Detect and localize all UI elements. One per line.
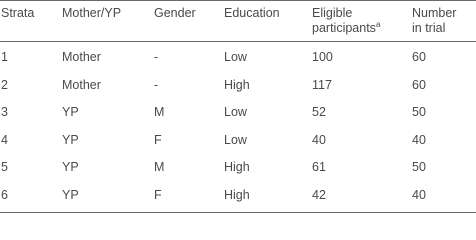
cell-number: 50 <box>412 105 426 119</box>
cell-number: 60 <box>412 77 426 92</box>
cell-eligible: 40 <box>312 132 326 147</box>
table-top-rule <box>0 0 476 1</box>
cell-mother-yp: YP <box>62 160 79 174</box>
header-eligible-text: participants <box>312 21 376 35</box>
header-strata: Strata <box>1 6 35 20</box>
cell-mother-yp: YP <box>62 187 79 202</box>
header-number-line1: Number <box>412 6 457 20</box>
cell-education: High <box>224 160 250 174</box>
cell-education: High <box>224 77 250 92</box>
cell-education: High <box>224 187 250 202</box>
header-number-line2: in trial <box>412 21 446 35</box>
cell-number: 60 <box>412 50 426 64</box>
header-gender: Gender <box>154 6 196 20</box>
cell-eligible: 42 <box>312 187 326 202</box>
cell-gender: F <box>154 132 162 147</box>
cell-number: 50 <box>412 160 426 174</box>
cell-number: 40 <box>412 132 426 147</box>
cell-strata: 6 <box>1 187 8 202</box>
cell-strata: 1 <box>1 50 8 64</box>
header-eligible-line2 <box>312 21 380 36</box>
header-mother-yp: Mother/YP <box>62 6 122 20</box>
cell-strata: 3 <box>1 105 8 119</box>
header-eligible-footnote-mark: a <box>375 19 381 29</box>
cell-gender: M <box>154 160 165 174</box>
cell-mother-yp: YP <box>62 132 79 147</box>
table-bottom-rule <box>0 212 476 213</box>
cell-gender: - <box>154 50 159 64</box>
cell-strata: 4 <box>1 132 8 147</box>
header-education: Education <box>224 6 280 20</box>
cell-eligible: 117 <box>312 77 332 92</box>
cell-gender: M <box>154 105 165 119</box>
table-header-rule <box>0 41 476 42</box>
cell-number: 40 <box>412 187 426 202</box>
cell-gender: - <box>154 77 159 92</box>
cell-eligible: 61 <box>312 160 326 174</box>
cell-mother-yp: Mother <box>62 50 101 64</box>
cell-mother-yp: Mother <box>62 77 101 92</box>
cell-mother-yp: YP <box>62 105 79 119</box>
cell-eligible: 52 <box>312 105 326 119</box>
cell-strata: 5 <box>1 160 8 174</box>
header-eligible-line1: Eligible <box>312 6 353 20</box>
cell-eligible: 100 <box>312 50 333 64</box>
cell-education: Low <box>224 50 247 64</box>
cell-gender: F <box>154 187 162 202</box>
cell-education: Low <box>224 105 247 119</box>
cell-strata: 2 <box>1 77 8 92</box>
cell-education: Low <box>224 132 247 147</box>
